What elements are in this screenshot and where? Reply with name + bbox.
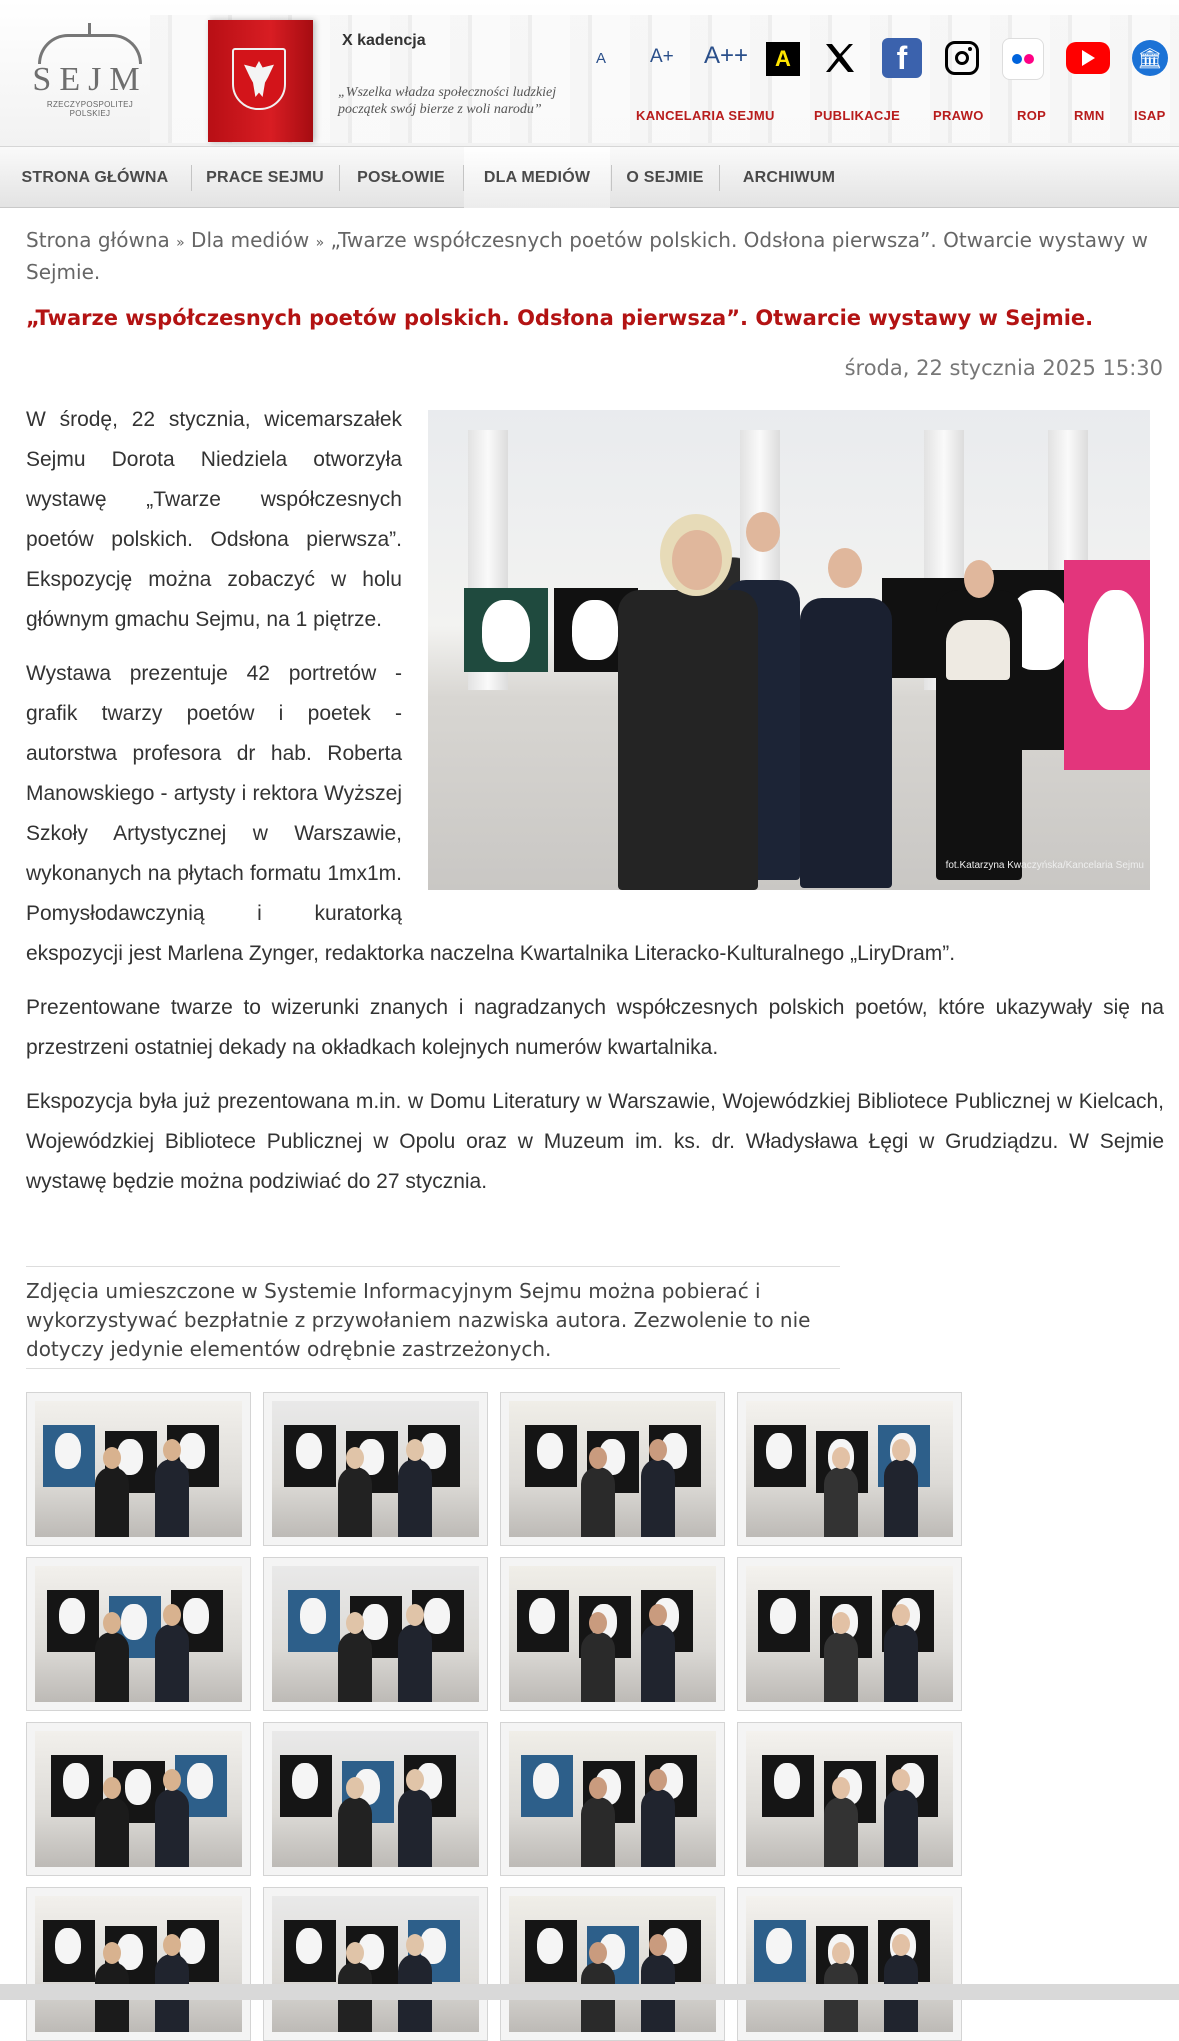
gallery-thumbnail[interactable] bbox=[263, 1722, 488, 1876]
logo-text: SEJM bbox=[32, 61, 148, 98]
gallery-thumbnail[interactable] bbox=[737, 1887, 962, 2041]
font-size-xlarge-button[interactable]: A++ bbox=[704, 42, 749, 69]
breadcrumb-separator: » bbox=[176, 235, 185, 251]
article-paragraph: Ekspozycja była już prezentowana m.in. w Domu Literatury w Warszawie, Wojewódzkiej Bibliotece Publicznej w Kielcach, Wojewódzkiej Bibliotece Publicznej w Opolu oraz w Muzeum im. ks. dr. Władysława Łęgi w Grudziądzu. W Sejmie wystawę będzie można podziwiać do 27 stycznia. bbox=[26, 1090, 1164, 1193]
bip-icon[interactable]: 🏛 bbox=[1132, 40, 1168, 76]
thumbnail-image bbox=[35, 1401, 242, 1537]
article-paragraph: W środę, 22 stycznia, wicemarszałek Sejmu Dorota Niedziela otworzyła wystawę „Twarze współczesnych poetów polskich. Odsłona pierwsza”. Ekspozycję można zobaczyć w holu głównym gmachu Sejmu, na 1 piętrze. bbox=[26, 408, 402, 631]
motto-text: „Wszelka władza społeczności ludzkiej początek swój bierze z woli narodu” bbox=[338, 85, 557, 117]
gallery-thumbnail[interactable] bbox=[500, 1392, 725, 1546]
nav-dla-mediow[interactable]: DLA MEDIÓW bbox=[464, 147, 610, 208]
nav-prace-sejmu[interactable]: PRACE SEJMU bbox=[206, 169, 324, 186]
gallery-thumbnail[interactable] bbox=[500, 1557, 725, 1711]
article-body bbox=[26, 400, 1164, 1216]
breadcrumb bbox=[26, 226, 1156, 287]
link-prawo[interactable]: PRAWO bbox=[933, 108, 984, 123]
site-header bbox=[0, 0, 1179, 146]
main-nav bbox=[0, 146, 1179, 208]
gallery-thumbnail[interactable] bbox=[737, 1392, 962, 1546]
thumbnail-image bbox=[509, 1896, 716, 2032]
article-paragraph: Prezentowane twarze to wizerunki znanych i nagradzanych współczesnych polskich poetów, które ukazywały się na przestrzeni ostatniej dekady na okładkach kolejnych numerów kwartalnika. bbox=[26, 996, 1164, 1059]
article-photo[interactable] bbox=[428, 410, 1150, 890]
gallery-thumbnail[interactable] bbox=[263, 1557, 488, 1711]
thumbnail-image bbox=[509, 1566, 716, 1702]
thumbnail-image bbox=[272, 1731, 479, 1867]
youtube-icon[interactable] bbox=[1066, 42, 1110, 74]
dome-icon bbox=[38, 34, 142, 64]
breadcrumb-home[interactable]: Strona główna bbox=[26, 228, 170, 252]
thumbnail-image bbox=[746, 1896, 953, 2032]
gallery-thumbnail[interactable] bbox=[263, 1392, 488, 1546]
link-rop[interactable]: ROP bbox=[1017, 108, 1047, 123]
article-paragraph: Wystawa prezentuje 42 portretów - grafik twarzy poetów i poetek - autorstwa profesora dr hab. Roberta Manowskiego - artysty i rektora Wyższej Szkoły Artystycznej w Warszawie, wykonanych na płytach formatu 1mx1m. Pomysłodawczynią i kuratorką ekspozycji jest Marlena Zynger, redaktorka naczelna Kwartalnika Literacko-Kulturalnego „LiryDram”. bbox=[26, 662, 956, 965]
sejm-logo[interactable] bbox=[30, 34, 150, 124]
eagle-emblem-icon bbox=[232, 48, 286, 110]
link-isap[interactable]: ISAP bbox=[1134, 108, 1166, 123]
gallery-thumbnail[interactable] bbox=[500, 1887, 725, 2041]
browser-bottom-bar bbox=[0, 1984, 1179, 2000]
article-date: środa, 22 stycznia 2025 15:30 bbox=[844, 356, 1163, 380]
gallery-thumbnail[interactable] bbox=[26, 1722, 251, 1876]
gallery-thumbnail[interactable] bbox=[26, 1392, 251, 1546]
thumbnail-image bbox=[272, 1566, 479, 1702]
instagram-icon[interactable] bbox=[942, 38, 982, 78]
breadcrumb-section[interactable]: Dla mediów bbox=[191, 228, 310, 252]
gallery-thumbnail[interactable] bbox=[263, 1887, 488, 2041]
gallery-thumbnail[interactable] bbox=[737, 1722, 962, 1876]
thumbnail-image bbox=[509, 1731, 716, 1867]
rights-notice: Zdjęcia umieszczone w Systemie Informacyjnym Sejmu można pobierać i wykorzystywać bezpłatnie z przywołaniem nazwiska autora. Zezwolenie to nie dotyczy jedynie elementów odrębnie zastrzeżonych. bbox=[26, 1266, 840, 1369]
thumbnail-image bbox=[509, 1401, 716, 1537]
thumbnail-image bbox=[746, 1401, 953, 1537]
high-contrast-button[interactable]: A bbox=[766, 42, 800, 76]
font-size-normal-button[interactable]: A bbox=[596, 50, 607, 67]
article-title: „Twarze współczesnych poetów polskich. Odsłona pierwsza”. Otwarcie wystawy w Sejmie. bbox=[26, 306, 1094, 330]
nav-poslowie[interactable]: POSŁOWIE bbox=[357, 169, 445, 186]
flickr-icon[interactable] bbox=[1002, 38, 1044, 80]
thumbnail-image bbox=[272, 1896, 479, 2032]
x-icon[interactable] bbox=[820, 38, 860, 78]
gallery-thumbnail[interactable] bbox=[26, 1887, 251, 2041]
thumbnail-image bbox=[746, 1731, 953, 1867]
thumbnail-image bbox=[746, 1566, 953, 1702]
logo-subtitle: RZECZYPOSPOLITEJ POLSKIEJ bbox=[46, 100, 134, 118]
nav-archiwum[interactable]: ARCHIWUM bbox=[742, 169, 836, 186]
nav-o-sejmie[interactable]: O SEJMIE bbox=[626, 169, 704, 186]
facebook-icon[interactable]: f bbox=[882, 38, 922, 78]
link-publikacje[interactable]: PUBLIKACJE bbox=[814, 108, 901, 123]
thumbnail-image bbox=[272, 1401, 479, 1537]
link-kancelaria-sejmu[interactable]: KANCELARIA SEJMU bbox=[636, 108, 775, 123]
gallery-thumbnail[interactable] bbox=[26, 1557, 251, 1711]
thumbnail-image bbox=[35, 1896, 242, 2032]
link-rmn[interactable]: RMN bbox=[1074, 108, 1105, 123]
kadencja-label[interactable]: X kadencja bbox=[342, 32, 426, 49]
breadcrumb-separator: » bbox=[315, 235, 325, 251]
thumbnail-image bbox=[35, 1566, 242, 1702]
breadcrumb-current: „Twarze współczesnych poetów polskich. Odsłona pierwsza”. Otwarcie wystawy w Sejmie. bbox=[26, 228, 1148, 284]
nav-strona-glowna[interactable]: STRONA GŁÓWNA bbox=[21, 169, 169, 186]
gallery-thumbnail[interactable] bbox=[500, 1722, 725, 1876]
thumbnail-image bbox=[35, 1731, 242, 1867]
photo-credit: fot.Katarzyna Kwaczyńska/Kancelaria Sejmu bbox=[945, 860, 1144, 871]
gallery-thumbnail[interactable] bbox=[737, 1557, 962, 1711]
font-size-large-button[interactable]: A+ bbox=[650, 46, 674, 67]
